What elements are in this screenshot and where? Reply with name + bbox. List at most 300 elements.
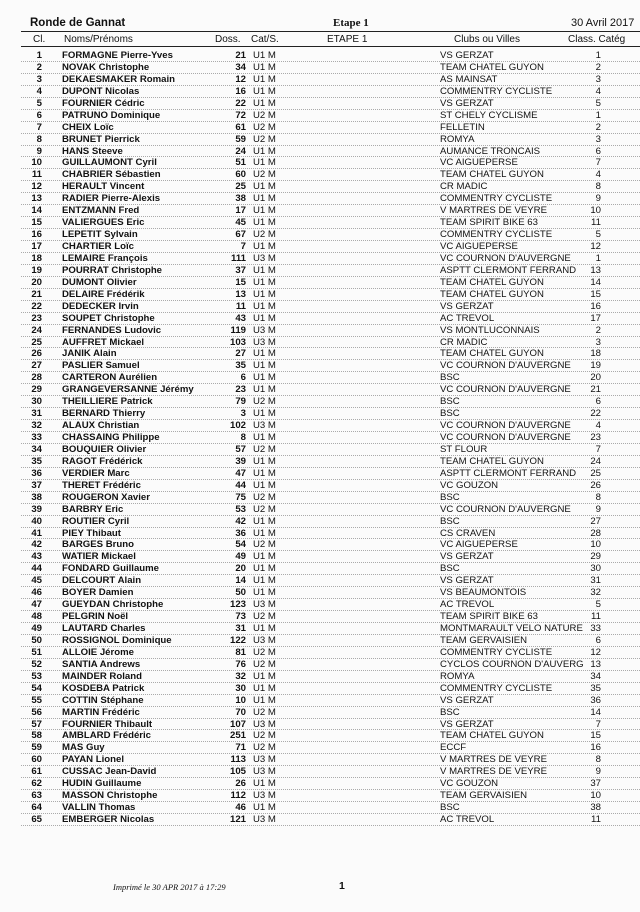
club-cell: BSC [440,706,460,718]
table-row [0,504,640,516]
bib-number-cell: 75 [235,491,246,503]
table-row [0,217,640,229]
bib-number-cell: 25 [235,181,246,193]
page-number: 1 [339,880,345,892]
rank-cell: 5 [36,97,42,109]
rider-name-cell: CHEIX Loïc [62,121,114,133]
category-cell: U2 M [253,169,276,181]
table-row [0,611,640,623]
rider-name-cell: GUEYDAN Christophe [62,599,164,611]
table-row [0,778,640,790]
category-cell: U3 M [253,634,276,646]
category-rank-cell: 3 [595,336,601,348]
club-cell: TEAM CHATEL GUYON [440,455,544,467]
rank-cell: 40 [31,515,42,527]
rank-cell: 15 [31,217,42,229]
table-row [0,193,640,205]
table-row [0,313,640,325]
club-cell: CYCLOS COURNON D'AUVERG [440,658,584,670]
category-rank-cell: 23 [590,432,601,443]
club-cell: COMMENTRY CYCLISTE [440,682,553,694]
bib-number-cell: 57 [235,443,246,455]
rank-cell: 11 [31,169,42,181]
table-row [0,790,640,802]
rank-cell: 3 [36,73,42,85]
bib-number-cell: 121 [229,814,246,825]
category-rank-cell: 4 [595,85,601,97]
category-cell: U1 M [253,670,276,682]
category-cell: U3 M [253,252,276,264]
rider-name-cell: WATIER Mickael [62,551,136,563]
club-cell: TEAM CHATEL GUYON [440,61,544,73]
category-rank-cell: 24 [590,455,601,467]
rank-cell: 28 [31,372,42,384]
row-separator [21,825,640,826]
table-row [0,420,640,432]
rider-name-cell: GUILLAUMONT Cyril [62,157,157,169]
category-rank-cell: 11 [591,611,601,623]
rank-cell: 13 [31,193,42,205]
rider-name-cell: COTTIN Stéphane [62,694,144,706]
rider-name-cell: MAINDER Roland [62,670,142,682]
category-rank-cell: 32 [590,587,601,599]
rider-name-cell: AUFFRET Mickael [62,336,145,348]
category-rank-cell: 35 [590,682,601,694]
club-cell: VC GOUZON [440,778,499,790]
rider-name-cell: BOUQUIER Olivier [62,443,147,455]
rank-cell: 25 [31,336,42,348]
rider-name-cell: VERDIER Marc [62,467,130,479]
table-row [0,695,640,707]
rider-name-cell: PIEY Thibaut [62,527,121,539]
category-rank-cell: 2 [595,121,601,133]
rider-name-cell: BARGES Bruno [62,539,134,551]
header-top-rule [21,31,640,32]
category-rank-cell: 16 [590,300,601,312]
rank-cell: 9 [36,145,42,157]
bib-number-cell: 113 [230,754,246,766]
rank-cell: 24 [31,324,42,336]
rider-name-cell: BERNARD Thierry [62,408,146,420]
club-cell: MONTMARAULT VELO NATURE [440,623,583,634]
rider-name-cell: ROUTIER Cyril [62,515,130,527]
table-row [0,384,640,396]
rank-cell: 1 [36,50,42,61]
rider-name-cell: HANS Steeve [62,145,123,157]
category-rank-cell: 15 [590,288,601,300]
category-rank-cell: 5 [595,97,601,109]
rider-name-cell: PELGRIN Noël [62,611,129,623]
club-cell: VC COURNON D'AUVERGNE [440,384,571,396]
table-row [0,659,640,671]
table-row [0,456,640,468]
category-cell: U2 M [253,396,276,408]
rider-name-cell: ROUGERON Xavier [62,491,150,503]
club-cell: ECCF [440,742,467,754]
rank-cell: 47 [31,599,42,611]
rank-cell: 36 [31,467,42,479]
rank-cell: 44 [31,563,42,575]
rank-cell: 33 [31,432,42,443]
club-cell: TEAM CHATEL GUYON [440,276,544,288]
table-row [0,623,640,635]
category-rank-cell: 33 [590,623,601,634]
category-cell: U3 M [253,324,276,336]
rider-name-cell: CHASSAING Philippe [62,432,160,443]
table-row [0,480,640,492]
category-rank-cell: 10 [590,539,601,551]
bib-number-cell: 111 [231,252,246,264]
rank-cell: 35 [31,455,42,467]
rider-name-cell: DELAIRE Frédérik [62,288,145,300]
table-row [0,539,640,551]
rank-cell: 37 [31,479,42,491]
rank-cell: 42 [31,539,42,551]
rider-name-cell: VALLIN Thomas [62,802,136,814]
rank-cell: 56 [31,706,42,718]
category-rank-cell: 34 [590,670,601,682]
bib-number-cell: 16 [235,85,246,97]
category-rank-cell: 8 [595,491,601,503]
club-cell: TEAM GERVAISIEN [440,790,528,802]
club-cell: VS BEAUMONTOIS [440,587,527,599]
rider-name-cell: PAYAN Lionel [62,754,125,766]
category-rank-cell: 27 [590,515,601,527]
category-cell: U2 M [253,706,276,718]
category-cell: U1 M [253,264,276,276]
table-row [0,396,640,408]
race-title: Ronde de Gannat [30,17,126,29]
rider-name-cell: MAS Guy [62,742,105,754]
category-cell: U2 M [253,443,276,455]
table-row [0,157,640,169]
category-cell: U1 M [253,61,276,73]
rider-name-cell: GRANGEVERSANNE Jérémy [62,384,194,396]
category-rank-cell: 7 [595,718,601,730]
table-row [0,360,640,372]
bib-number-cell: 13 [235,288,246,300]
table-row [0,802,640,814]
rank-cell: 52 [31,658,42,670]
category-cell: U1 M [253,623,276,634]
bib-number-cell: 43 [235,312,246,324]
category-cell: U3 M [253,790,276,802]
bib-number-cell: 32 [235,670,246,682]
category-cell: U1 M [253,455,276,467]
rider-name-cell: PATRUNO Dominique [62,109,161,121]
club-cell: TEAM GERVAISIEN [440,634,528,646]
category-cell: U2 M [253,730,276,742]
rank-cell: 19 [31,264,42,276]
table-row [0,551,640,563]
club-cell: AUMANCE TRONCAIS [440,145,541,157]
rank-cell: 22 [31,300,42,312]
category-rank-cell: 6 [595,396,601,408]
table-row [0,563,640,575]
rider-name-cell: ENTZMANN Fred [62,205,140,217]
category-cell: U3 M [253,599,276,611]
club-cell: VS GERZAT [440,50,494,61]
category-rank-cell: 21 [590,384,601,396]
category-cell: U1 M [253,205,276,217]
category-rank-cell: 37 [590,778,601,790]
rider-name-cell: NOVAK Christophe [62,61,150,73]
rider-name-cell: HUDIN Guillaume [62,778,142,790]
rider-name-cell: RADIER Pierre-Alexis [62,193,161,205]
bib-number-cell: 3 [240,408,246,420]
rank-cell: 39 [31,503,42,515]
category-rank-cell: 22 [590,408,601,420]
table-row [0,707,640,719]
club-cell: ROMYA [440,133,475,145]
club-cell: BSC [440,491,460,503]
rider-name-cell: JANIK Alain [62,348,117,360]
rider-name-cell: CHABRIER Sébastien [62,169,161,181]
category-rank-cell: 3 [595,73,601,85]
category-rank-cell: 15 [590,730,601,742]
category-rank-cell: 12 [590,646,601,658]
bib-number-cell: 112 [230,790,246,802]
club-cell: VC AIGUEPERSE [440,241,518,252]
category-cell: U1 M [253,312,276,324]
bib-number-cell: 21 [235,50,246,61]
table-row [0,635,640,647]
club-cell: COMMENTRY CYCLISTE [440,229,553,241]
category-cell: U2 M [253,133,276,145]
table-row [0,372,640,384]
category-cell: U1 M [253,145,276,157]
category-cell: U2 M [253,646,276,658]
category-cell: U1 M [253,802,276,814]
category-rank-cell: 20 [590,372,601,384]
rider-name-cell: PASLIER Samuel [62,360,140,372]
category-cell: U1 M [253,778,276,790]
table-row [0,229,640,241]
bib-number-cell: 46 [235,802,246,814]
rider-name-cell: MASSON Christophe [62,790,158,802]
category-rank-cell: 29 [590,551,601,563]
category-rank-cell: 5 [595,229,601,241]
rider-name-cell: FONDARD Guillaume [62,563,160,575]
bib-number-cell: 14 [235,575,246,587]
table-row [0,587,640,599]
bib-number-cell: 70 [235,706,246,718]
category-rank-cell: 25 [590,467,601,479]
rank-cell: 34 [31,443,42,455]
category-cell: U3 M [253,814,276,825]
rider-name-cell: SANTIA Andrews [62,658,141,670]
rank-cell: 50 [31,634,42,646]
rider-name-cell: DEKAESMAKER Romain [62,73,176,85]
club-cell: ROMYA [440,670,475,682]
rider-name-cell: MARTIN Frédéric [62,706,140,718]
club-cell: BSC [440,563,460,575]
bib-number-cell: 39 [235,455,246,467]
table-row [0,98,640,110]
table-row [0,50,640,62]
table-row [0,814,640,826]
bib-number-cell: 23 [235,384,246,396]
rank-cell: 17 [31,241,42,252]
category-cell: U2 M [253,109,276,121]
category-cell: U1 M [253,217,276,229]
rank-cell: 53 [31,670,42,682]
table-row [0,599,640,611]
bib-number-cell: 15 [235,276,246,288]
club-cell: VS GERZAT [440,551,494,563]
rank-cell: 21 [31,288,42,300]
rank-cell: 58 [31,730,42,742]
col-header-cl: Cl. [33,34,46,45]
table-row [0,337,640,349]
rider-name-cell: SOUPET Christophe [62,312,155,324]
col-header-classcat: Class. Catég [568,34,626,45]
table-row [0,205,640,217]
bib-number-cell: 60 [235,169,246,181]
col-header-etape: ETAPE 1 [327,34,368,45]
rider-name-cell: FORMAGNE Pierre-Yves [62,50,173,61]
bib-number-cell: 30 [235,682,246,694]
club-cell: AC TREVOL [440,599,495,611]
rider-name-cell: BRUNET Pierrick [62,133,140,145]
table-row [0,766,640,778]
category-rank-cell: 1 [595,109,601,121]
rider-name-cell: LEPETIT Sylvain [62,229,138,241]
category-cell: U2 M [253,229,276,241]
bib-number-cell: 27 [235,348,246,360]
category-cell: U1 M [253,384,276,396]
table-row [0,492,640,504]
rider-name-cell: EMBERGER Nicolas [62,814,155,825]
category-rank-cell: 30 [590,563,601,575]
bib-number-cell: 26 [235,778,246,790]
col-header-club: Clubs ou Villes [454,34,520,45]
bib-number-cell: 20 [235,563,246,575]
category-rank-cell: 4 [595,420,601,432]
category-cell: U1 M [253,348,276,360]
rank-cell: 27 [31,360,42,372]
club-cell: ST CHELY CYCLISME [440,109,538,121]
category-rank-cell: 10 [590,205,601,217]
rank-cell: 61 [31,766,42,778]
rank-cell: 46 [31,587,42,599]
rider-name-cell: ROSSIGNOL Dominique [62,634,172,646]
club-cell: VC AIGUEPERSE [440,157,518,169]
rank-cell: 45 [31,575,42,587]
table-row [0,325,640,337]
category-cell: U1 M [253,575,276,587]
club-cell: VS GERZAT [440,694,494,706]
rank-cell: 4 [36,85,42,97]
bib-number-cell: 61 [235,121,246,133]
category-cell: U2 M [253,503,276,515]
rider-name-cell: HERAULT Vincent [62,181,145,193]
rank-cell: 26 [31,348,42,360]
rank-cell: 20 [31,276,42,288]
category-rank-cell: 7 [595,157,601,169]
table-row [0,730,640,742]
bib-number-cell: 102 [229,420,246,432]
category-cell: U1 M [253,587,276,599]
club-cell: VS GERZAT [440,300,494,312]
bib-number-cell: 44 [235,479,246,491]
table-row [0,146,640,158]
category-rank-cell: 10 [590,790,601,802]
table-row [0,444,640,456]
club-cell: VS GERZAT [440,575,494,587]
bib-number-cell: 36 [235,527,246,539]
category-cell: U1 M [253,241,276,252]
rank-cell: 43 [31,551,42,563]
club-cell: BSC [440,396,460,408]
category-rank-cell: 5 [595,599,601,611]
col-header-name: Noms/Prénoms [64,34,133,45]
club-cell: VC COURNON D'AUVERGNE [440,503,571,515]
rank-cell: 49 [31,623,42,634]
bib-number-cell: 42 [235,515,246,527]
table-row [0,86,640,98]
bib-number-cell: 10 [235,694,246,706]
club-cell: VC COURNON D'AUVERGNE [440,420,571,432]
table-row [0,742,640,754]
bib-number-cell: 50 [235,587,246,599]
bib-number-cell: 45 [235,217,246,229]
bib-number-cell: 103 [229,336,246,348]
bib-number-cell: 7 [240,241,246,252]
table-row [0,289,640,301]
bib-number-cell: 59 [235,133,246,145]
rider-name-cell: KOSDEBA Patrick [62,682,145,694]
bib-number-cell: 47 [235,467,246,479]
club-cell: VS GERZAT [440,718,494,730]
bib-number-cell: 51 [235,157,246,169]
table-row [0,110,640,122]
category-cell: U1 M [253,515,276,527]
bib-number-cell: 34 [235,61,246,73]
club-cell: BSC [440,372,460,384]
category-rank-cell: 9 [595,503,601,515]
category-rank-cell: 12 [590,241,601,252]
club-cell: COMMENTRY CYCLISTE [440,646,553,658]
header-bottom-rule [21,46,640,47]
category-cell: U1 M [253,527,276,539]
category-cell: U3 M [253,420,276,432]
rank-cell: 38 [31,491,42,503]
category-rank-cell: 31 [590,575,601,587]
bib-number-cell: 53 [235,503,246,515]
rider-name-cell: FOURNIER Thibault [62,718,153,730]
category-rank-cell: 9 [595,193,601,205]
club-cell: COMMENTRY CYCLISTE [440,85,553,97]
club-cell: AS MAINSAT [440,73,498,85]
bib-number-cell: 105 [229,766,246,778]
table-row [0,575,640,587]
club-cell: VC AIGUEPERSE [440,539,518,551]
rank-cell: 41 [31,527,42,539]
category-rank-cell: 7 [595,443,601,455]
table-row [0,468,640,480]
club-cell: TEAM SPIRIT BIKE 63 [440,217,538,229]
category-rank-cell: 14 [590,706,601,718]
category-cell: U1 M [253,360,276,372]
category-rank-cell: 6 [595,145,601,157]
col-header-cat: Cat/S. [251,34,279,45]
club-cell: VS GERZAT [440,97,494,109]
category-cell: U1 M [253,97,276,109]
bib-number-cell: 37 [235,264,246,276]
rider-name-cell: LAUTARD Charles [62,623,146,634]
rider-name-cell: POURRAT Christophe [62,264,163,276]
